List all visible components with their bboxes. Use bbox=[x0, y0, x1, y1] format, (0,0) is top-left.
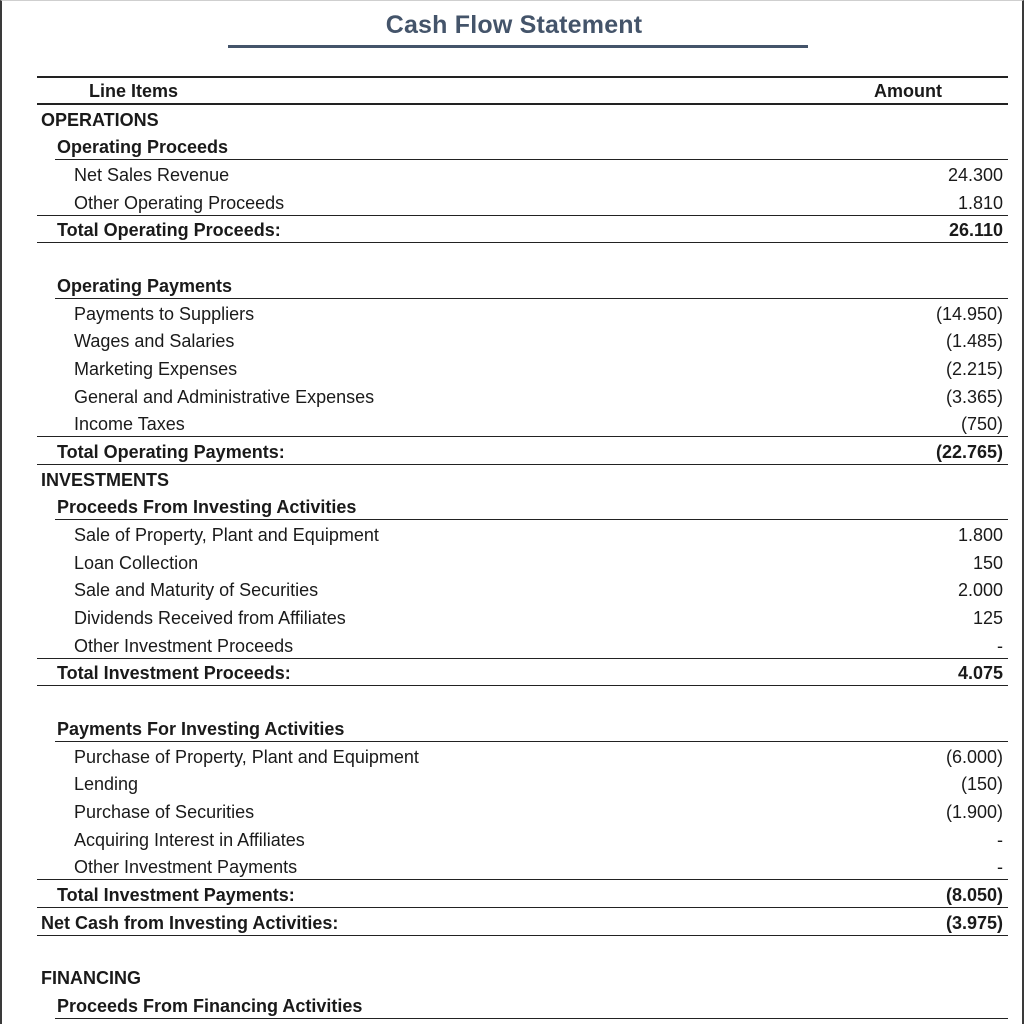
row-label: Proceeds From Investing Activities bbox=[57, 497, 357, 518]
title-underline bbox=[228, 45, 808, 48]
row-label: Sale and Maturity of Securities bbox=[74, 580, 319, 601]
row-label: Operating Payments bbox=[57, 275, 233, 296]
line-item-row bbox=[37, 162, 1008, 188]
section-heading-financing bbox=[37, 965, 1008, 991]
line-item-row bbox=[37, 605, 1008, 631]
section-heading-investments bbox=[37, 467, 1008, 493]
row-label: Income Taxes bbox=[74, 414, 185, 435]
total-row-investment-payments bbox=[37, 882, 1008, 908]
row-label: Payments For Investing Activities bbox=[57, 718, 345, 739]
row-amount: (14.950) bbox=[935, 303, 1003, 324]
subsection-heading-investing-payments bbox=[37, 716, 1008, 742]
subsection-heading-financing-proceeds bbox=[37, 993, 1008, 1019]
row-label: Net Sales Revenue bbox=[74, 165, 230, 186]
row-label: Marketing Expenses bbox=[74, 358, 238, 379]
net-cash-investing-row bbox=[37, 910, 1008, 936]
row-amount: (3.365) bbox=[945, 386, 1003, 407]
row-amount: 125 bbox=[972, 608, 1003, 629]
spacer-row bbox=[37, 245, 1008, 271]
row-label: Proceeds From Financing Activities bbox=[57, 995, 363, 1016]
row-label: Sale of Property, Plant and Equipment bbox=[74, 525, 379, 545]
row-label: Purchase of Securities bbox=[74, 801, 255, 822]
total-row-operating-proceeds bbox=[37, 217, 1008, 243]
line-item-row bbox=[37, 577, 1008, 603]
line-item-row bbox=[37, 550, 1008, 576]
row-label: Purchase of Property, Plant and Equipment bbox=[74, 746, 419, 767]
line-item-row bbox=[37, 301, 1008, 327]
row-label: Total Investment Payments: bbox=[57, 884, 295, 905]
row-amount: 2.000 bbox=[957, 580, 1003, 601]
row-label: Acquiring Interest in Affiliates bbox=[74, 829, 305, 850]
row-amount: 1.810 bbox=[957, 192, 1003, 213]
spacer-row bbox=[37, 688, 1008, 714]
row-label: OPERATIONS bbox=[41, 109, 159, 130]
row-amount: (1.485) bbox=[945, 331, 1003, 352]
table-header-row bbox=[37, 78, 1008, 105]
subsection-heading-operating-payments bbox=[37, 273, 1008, 299]
row-label: Operating Proceeds bbox=[57, 137, 229, 158]
column-header-amount: Amount bbox=[874, 81, 942, 101]
statement-table bbox=[37, 76, 1008, 1020]
row-label: Net Cash from Investing Activities: bbox=[41, 912, 339, 933]
row-label: General and Administrative Expenses bbox=[74, 386, 375, 407]
row-label: INVESTMENTS bbox=[41, 469, 170, 490]
line-item-row bbox=[37, 633, 1008, 659]
spacer-row bbox=[37, 937, 1008, 963]
line-item-row bbox=[37, 827, 1008, 853]
row-amount: (750) bbox=[960, 414, 1003, 435]
row-amount: (8.050) bbox=[945, 884, 1003, 905]
line-item-row bbox=[37, 190, 1008, 216]
line-item-row bbox=[37, 356, 1008, 382]
row-amount: 4.075 bbox=[957, 663, 1003, 684]
line-item-row bbox=[37, 771, 1008, 797]
row-label: Dividends Received from Affiliates bbox=[74, 608, 346, 629]
line-item-row bbox=[37, 522, 1008, 548]
row-label: Wages and Salaries bbox=[74, 331, 235, 352]
row-amount: (2.215) bbox=[945, 358, 1003, 379]
row-label: Loan Collection bbox=[74, 552, 199, 573]
page-title: Cash Flow Statement bbox=[385, 11, 643, 39]
line-item-row bbox=[37, 744, 1008, 770]
subsection-heading-operating-proceeds bbox=[37, 134, 1008, 160]
row-amount: 24.300 bbox=[947, 165, 1003, 186]
row-label: Total Operating Proceeds: bbox=[57, 220, 281, 241]
line-item-row bbox=[37, 411, 1008, 437]
total-row-investment-proceeds bbox=[37, 660, 1008, 686]
row-label: Other Operating Proceeds bbox=[74, 192, 285, 213]
line-item-row bbox=[37, 328, 1008, 354]
row-amount: (150) bbox=[960, 774, 1003, 795]
row-label: Total Investment Proceeds: bbox=[57, 663, 291, 684]
row-amount: 1.800 bbox=[957, 525, 1003, 545]
row-label: Payments to Suppliers bbox=[74, 303, 255, 324]
section-heading-operations bbox=[37, 107, 1008, 133]
row-amount: 26.110 bbox=[948, 220, 1003, 241]
row-amount: (6.000) bbox=[945, 746, 1003, 767]
row-amount: 150 bbox=[972, 552, 1003, 573]
row-amount: (22.765) bbox=[935, 441, 1003, 462]
row-amount: (1.900) bbox=[945, 801, 1003, 822]
row-label: Other Investment Payments bbox=[74, 857, 298, 878]
line-item-row bbox=[37, 384, 1008, 410]
total-row-operating-payments bbox=[37, 439, 1008, 465]
row-amount: - bbox=[997, 635, 1003, 656]
row-label: Lending bbox=[74, 774, 139, 795]
row-amount: - bbox=[997, 829, 1003, 850]
row-label: FINANCING bbox=[41, 968, 141, 988]
row-amount: (3.975) bbox=[945, 912, 1003, 933]
line-item-row bbox=[37, 854, 1008, 880]
row-label: Total Operating Payments: bbox=[57, 441, 285, 462]
row-amount: - bbox=[997, 857, 1003, 878]
line-item-row bbox=[37, 799, 1008, 825]
subsection-heading-investing-proceeds bbox=[37, 494, 1008, 520]
column-header-line-items: Line Items bbox=[89, 81, 179, 101]
row-label: Other Investment Proceeds bbox=[74, 635, 294, 656]
